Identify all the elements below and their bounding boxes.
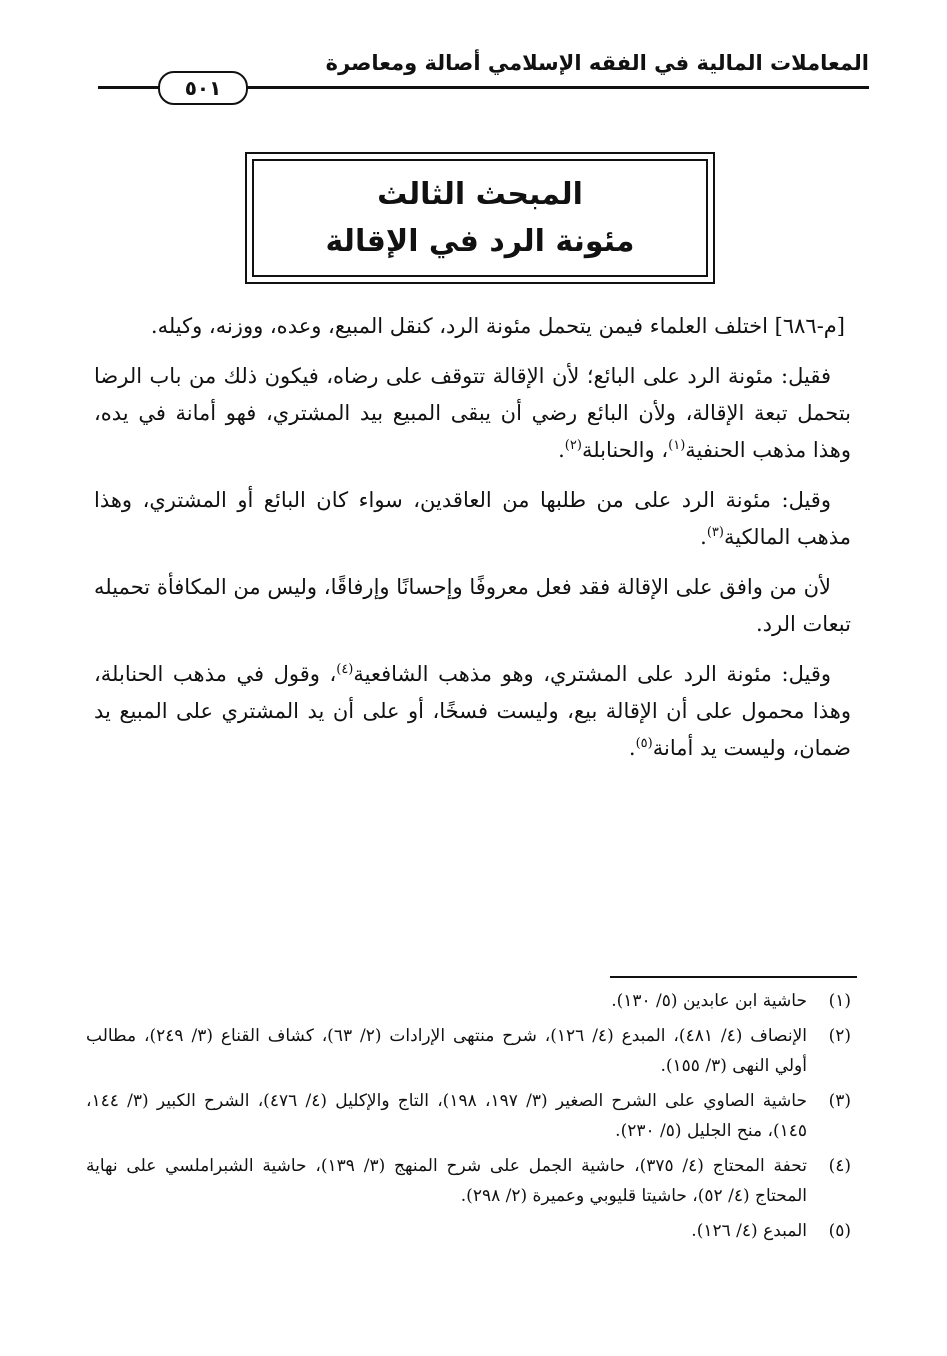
footnotes [86,986,851,1251]
paragraph-3-end: . [700,525,707,549]
footnote-ref-5[interactable]: (٥) [635,736,653,751]
paragraph-3 [94,482,851,556]
footnote-ref-2[interactable]: (٢) [564,438,582,453]
paragraph-5-mid: ، وقول في مذهب الحنابلة، وهذا محمول على أن الإقالة بيع، وليست فسخًا، أو على أن يد المشتري على المبيع يد ضمان، وليست يد أمانة [94,662,851,760]
footnote [86,1086,851,1146]
footnote [86,1021,851,1081]
footnote-number: (١) [828,991,851,1011]
section-title-box [245,152,715,284]
section-subtitle: مئونة الرد في الإقالة [325,224,635,259]
footnote-number: (٤) [828,1156,851,1176]
footnote [86,1151,851,1211]
footnote [86,986,851,1016]
footnote-number: (٥) [828,1221,851,1241]
footnote-number: (٣) [828,1091,851,1111]
running-title: المعاملات المالية في الفقه الإسلامي أصالة ومعاصرة [325,51,869,75]
footnote-ref-1[interactable]: (١) [668,438,686,453]
footnote [86,1216,851,1246]
paragraph-5 [94,656,851,767]
footnote-text: المبدع (٤/ ١٢٦). [691,1221,807,1241]
footnote-text: الإنصاف (٤/ ٤٨١)، المبدع (٤/ ١٢٦)، شرح منتهى الإرادات (٢/ ٦٣)، كشاف القناع (٣/ ٢٤٩)، مطالب أولي النهى (٣/ ١٥٥). [86,1026,807,1076]
paragraph-5-text: وقيل: مئونة الرد على المشتري، وهو مذهب الشافعية [353,662,831,686]
paragraph-2-mid: ، والحنابلة [581,438,669,462]
paragraph-2-end: . [558,438,565,462]
footnote-ref-3[interactable]: (٣) [706,525,724,540]
footnote-number: (٢) [828,1026,851,1046]
page-number: ٥٠١ [158,71,248,105]
section-title: المبحث الثالث [377,177,583,212]
body-text [94,308,851,780]
footnote-text: حاشية الصاوي على الشرح الصغير (٣/ ١٩٧، ١٩٨)، التاج والإكليل (٤/ ٤٧٦)، الشرح الكبير (٣/ ١٤٤، ١٤٥)، منح الجليل (٥/ ٢٣٠). [86,1091,807,1141]
paragraph-5-end: . [628,736,636,760]
paragraph-2-text: فقيل: مئونة الرد على البائع؛ لأن الإقالة تتوقف على رضاه، فيكون ذلك من باب الرضا بتحمل تبعة الإقالة، ولأن البائع رضي أن يبقى المبيع بيد المشتري، فهو أمانة في يده، وهذا مذهب الحنفية [94,364,851,462]
paragraph-3-text: وقيل: مئونة الرد على من طلبها من العاقدين، سواء كان البائع أو المشتري، وهذا مذهب المالكية [94,488,851,549]
paragraph-2 [94,358,851,469]
footnote-ref-4[interactable]: (٤) [336,662,354,677]
footnote-text: تحفة المحتاج (٤/ ٣٧٥)، حاشية الجمل على شرح المنهج (٣/ ١٣٩)، حاشية الشبراملسي على نهاية المحتاج (٤/ ٥٢)، حاشيتا قليوبي وعميرة (٢/ ٢٩٨). [86,1156,807,1206]
footnote-text: حاشية ابن عابدين (٥/ ١٣٠). [611,991,807,1011]
footnote-separator [610,976,857,978]
paragraph-1: [م-٦٨٦] اختلف العلماء فيمن يتحمل مئونة الرد، كنقل المبيع، وعده، ووزنه، وكيله. [150,314,845,338]
section-title-frame [252,159,708,277]
paragraph-4: لأن من وافق على الإقالة فقد فعل معروفًا وإحسانًا وإرفاقًا، وليس من المكافأة تحميله تبعات الرد. [94,575,851,636]
